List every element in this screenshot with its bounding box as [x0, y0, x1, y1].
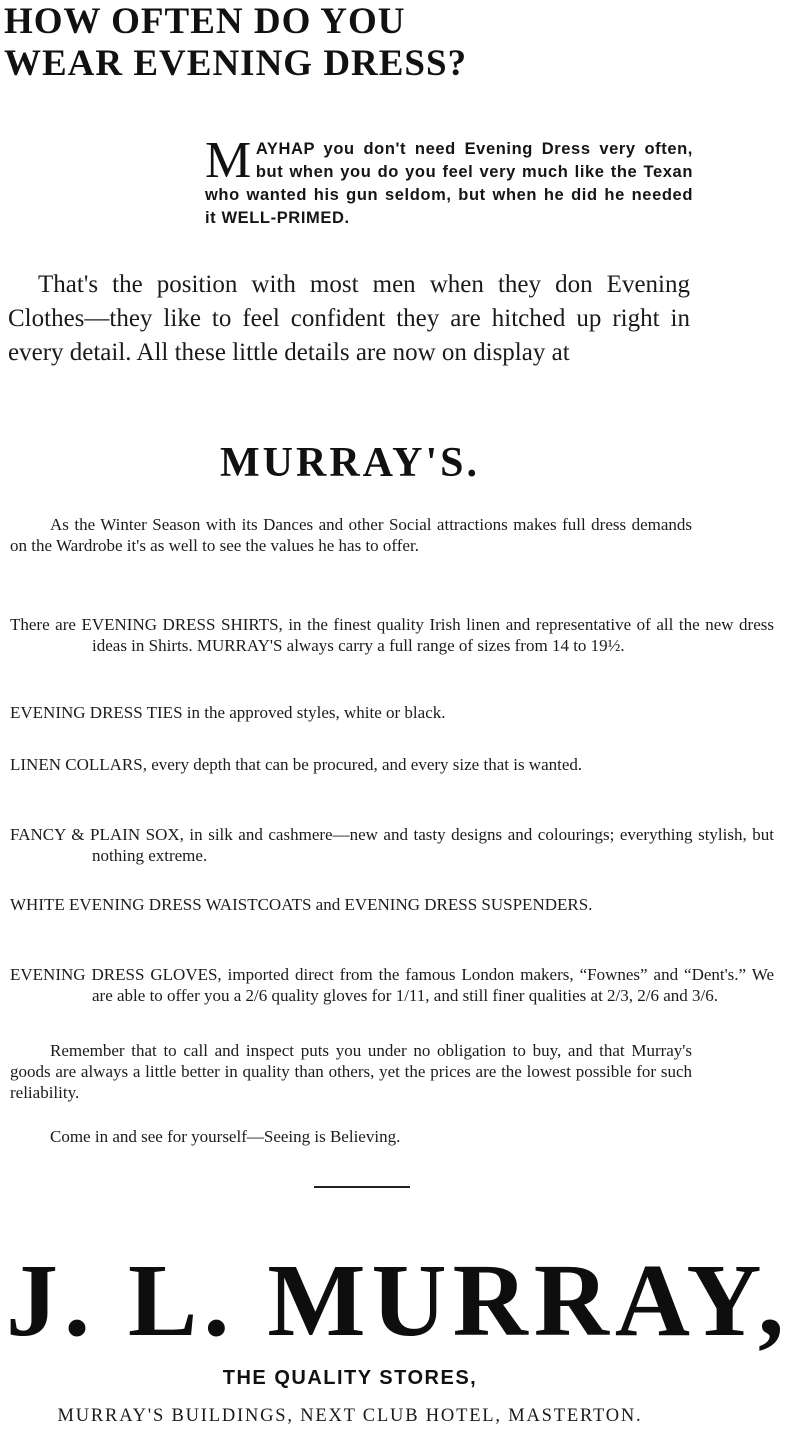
paragraph-gloves: EVENING DRESS GLOVES, imported direct from the famous London makers, “Fownes” and “Dent's.” We are able to offer you a 2/6 quality gloves for 1/11, and still finer qualities at 2/3, 2/6 and 3/6.: [10, 965, 774, 1005]
headline-line-2: WEAR EVENING DRESS?: [4, 43, 468, 84]
paragraph-remember: Remember that to call and inspect puts you under no obligation to buy, and that Murray's goods are always a little better in quality than others, yet the prices are the lowest possible for such reliability.: [10, 1041, 692, 1102]
paragraph-waistcoats: WHITE EVENING DRESS WAISTCOATS and EVENING DRESS SUSPENDERS.: [10, 895, 593, 914]
intro-text: AYHAP you don't need Evening Dress very often, but when you do you feel very much like the Texan who wanted his gun seldom, but when he did he needed it WELL-PRIMED.: [205, 140, 693, 227]
store-name: J. L. MURRAY,: [6, 1243, 790, 1358]
drop-cap: M: [205, 132, 252, 189]
paragraph-winter-season: As the Winter Season with its Dances and other Social attractions makes full dress demands on the Wardrobe it's as well to see the values he has to offer.: [10, 515, 692, 555]
brand-heading: MURRAY'S.: [220, 440, 480, 486]
section-divider: [314, 1186, 410, 1188]
paragraph-linen-collars: LINEN COLLARS, every depth that can be procured, and every size that is wanted.: [10, 755, 583, 774]
intro-paragraph: [205, 132, 693, 230]
headline-line-1: HOW OFTEN DO YOU: [4, 1, 406, 42]
paragraph-dress-shirts: There are EVENING DRESS SHIRTS, in the finest quality Irish linen and representative of all the new dress ideas in Shirts. MURRAY'S always carry a full range of sizes from 14 to 19½.: [10, 615, 774, 655]
lead-paragraph: That's the position with most men when they don Evening Clothes—they like to feel confident they are hitched up right in every detail. All these little details are now on display at: [8, 271, 690, 366]
store-tagline: THE QUALITY STORES,: [222, 1367, 478, 1389]
paragraph-sox: FANCY & PLAIN SOX, in silk and cashmere—new and tasty designs and colourings; everything stylish, but nothing extreme.: [10, 825, 774, 865]
paragraph-dress-ties: EVENING DRESS TIES in the approved styles, white or black.: [10, 703, 446, 722]
store-address: MURRAY'S BUILDINGS, NEXT CLUB HOTEL, MASTERTON.: [57, 1406, 643, 1426]
paragraph-come-in: Come in and see for yourself—Seeing is Believing.: [50, 1127, 401, 1146]
